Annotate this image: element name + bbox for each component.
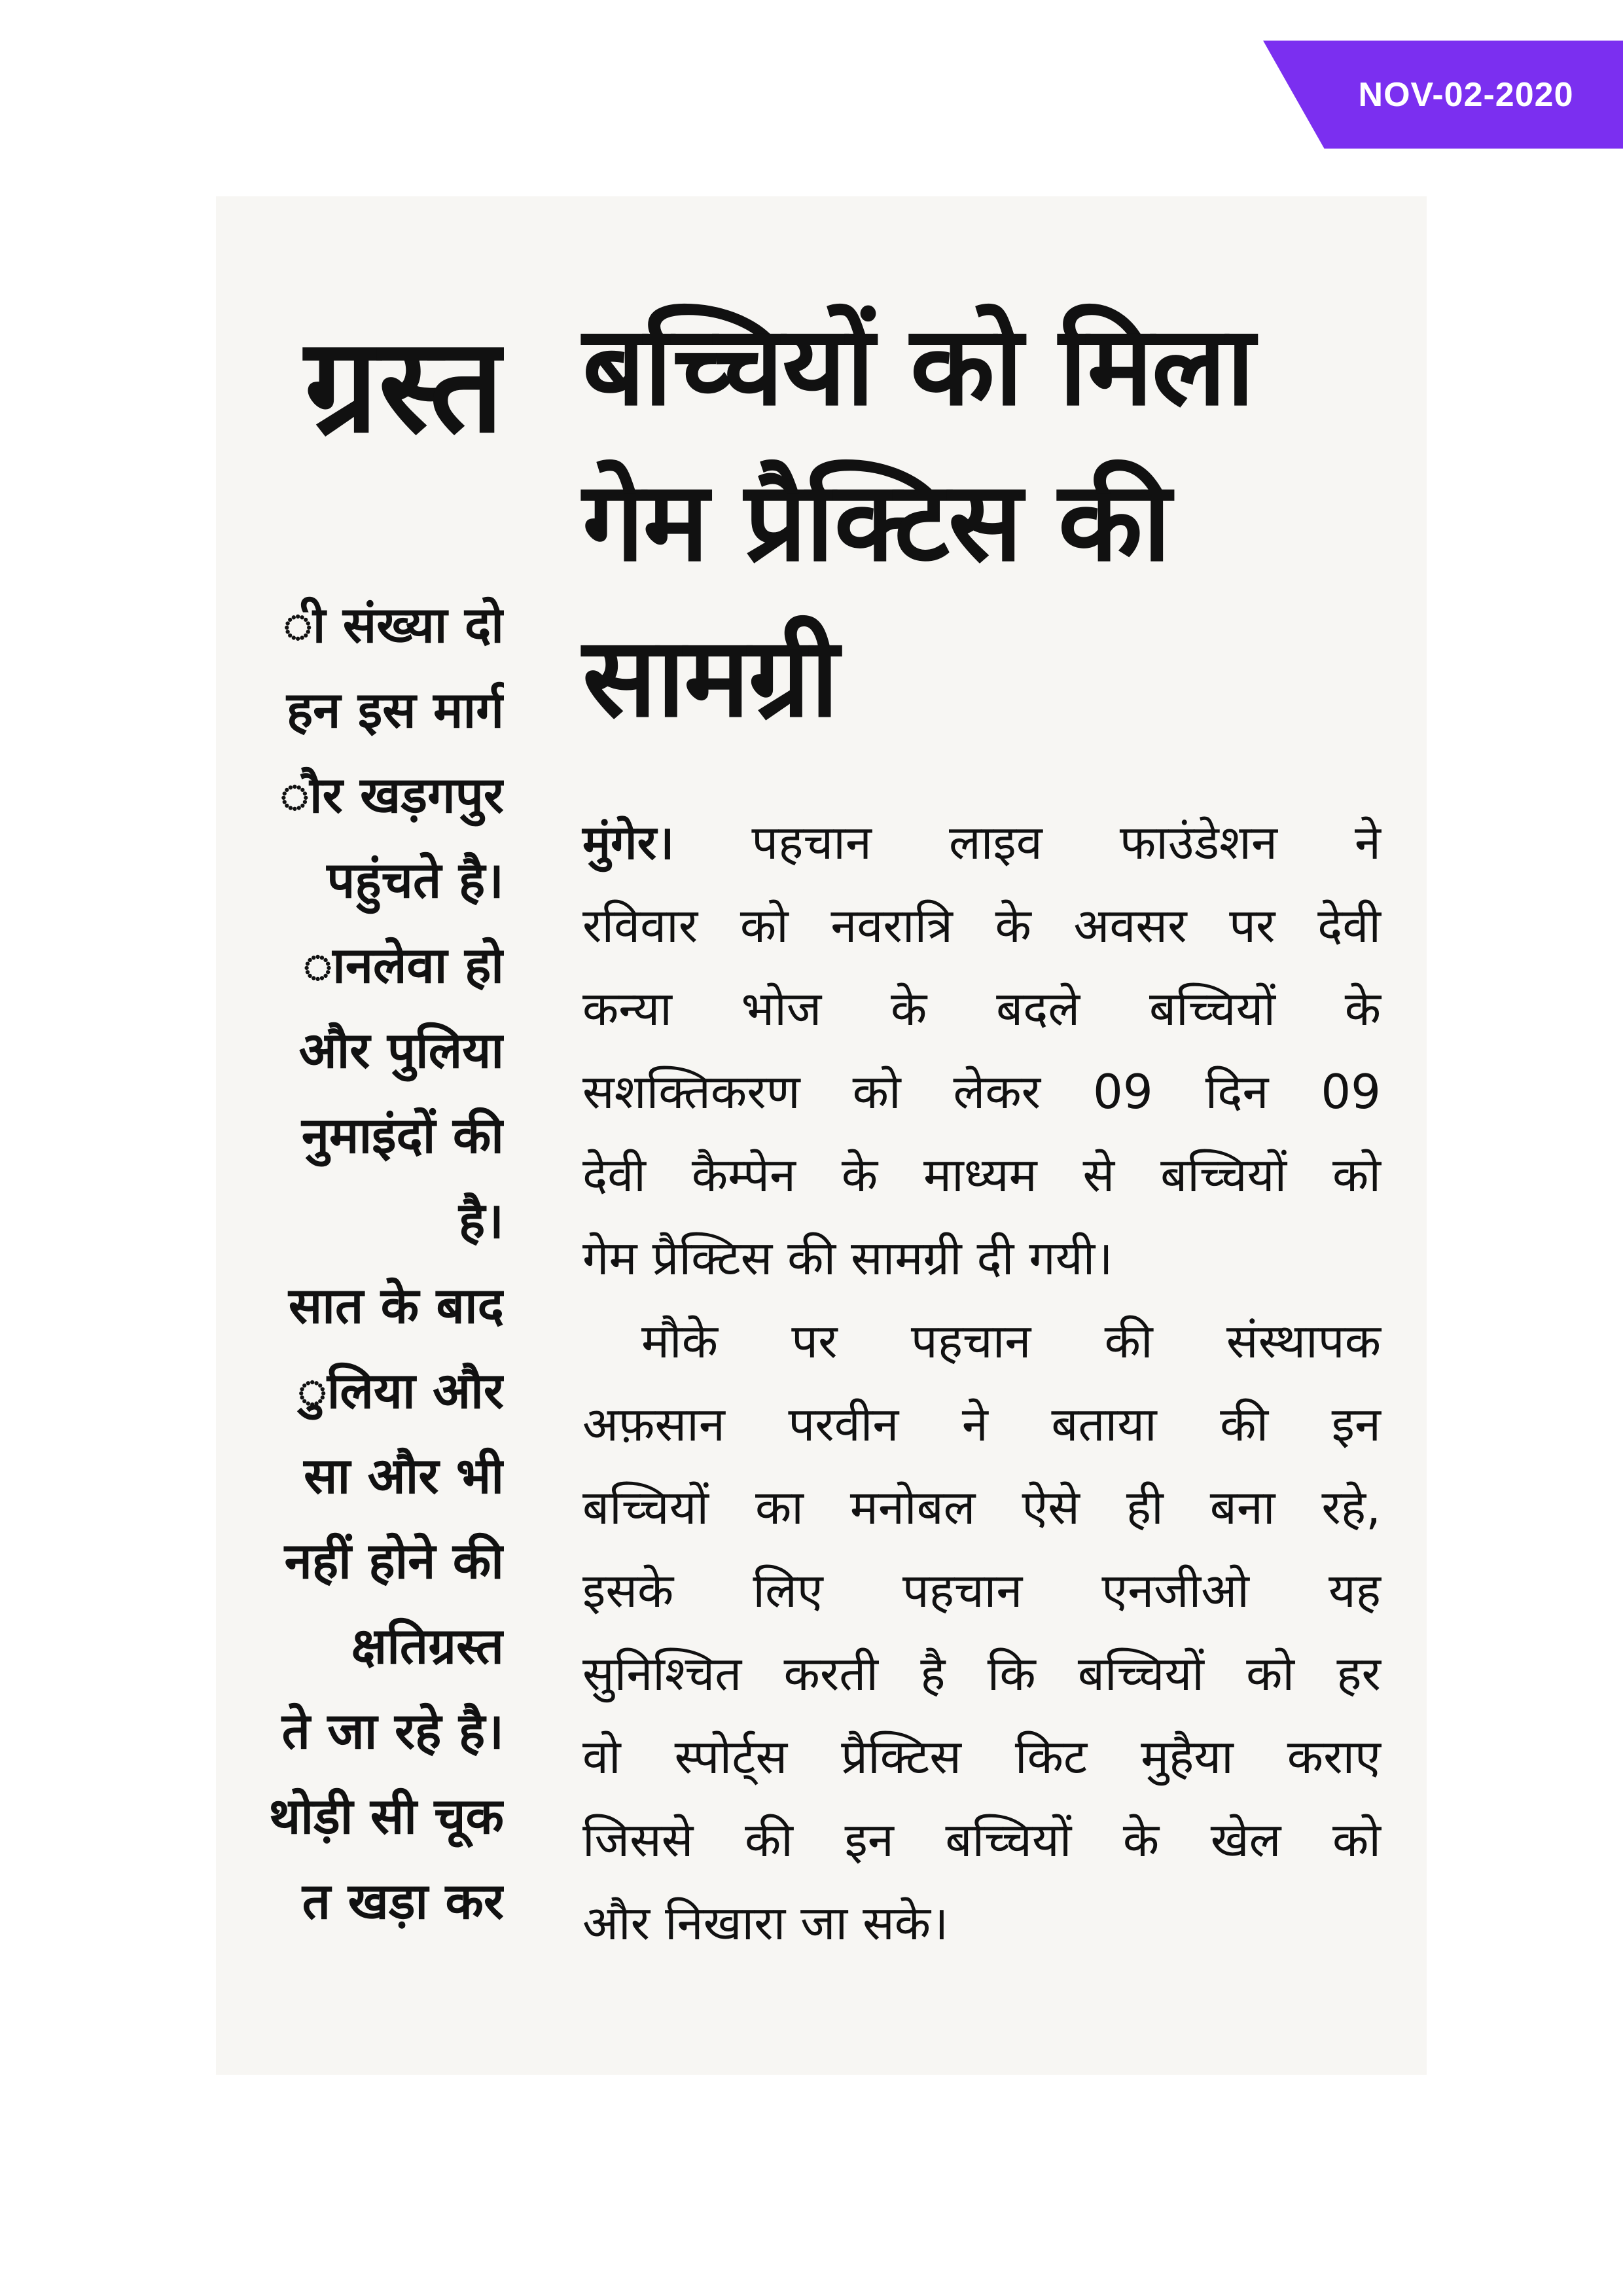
headline-line: गेम प्रैक्टिस की — [582, 457, 1170, 586]
body-line: वो स्पोर्ट्स प्रैक्टिस किट मुहैया कराए — [582, 1729, 1381, 1784]
body-line-first — [582, 801, 1381, 884]
main-article — [582, 288, 1400, 1965]
adjacent-line: हन इस मार्ग — [286, 681, 504, 739]
adjacent-line: सा और भी — [304, 1446, 504, 1505]
adjacent-line: ानलेवा हो — [303, 936, 504, 994]
body-line: इसके लिए पहचान एनजीओ यह — [582, 1563, 1381, 1618]
body-line: सुनिश्चित करती है कि बच्चियों को हर — [582, 1646, 1381, 1701]
adjacent-line: पहुंचते है। — [327, 851, 504, 909]
article-body — [582, 801, 1381, 1965]
article-headline — [582, 288, 1400, 755]
headline-line: सामग्री — [582, 613, 838, 742]
body-line: अफ़सान परवीन ने बताया की इन — [582, 1397, 1381, 1452]
adjacent-line: नुमाइंदों की — [301, 1106, 504, 1164]
adjacent-headline-fragment: ग्रस्त — [304, 310, 504, 462]
adjacent-line: ुलिया और — [297, 1361, 504, 1420]
headline-line: बच्चियों को मिला — [582, 302, 1254, 430]
body-line: और निखारा जा सके। — [582, 1895, 949, 1950]
adjacent-line: है। — [458, 1191, 504, 1249]
adjacent-article-fragment — [229, 196, 504, 2075]
body-line: कन्या भोज के बदले बच्चियों के — [582, 981, 1381, 1036]
adjacent-line: थोड़ी सी चूक — [268, 1787, 504, 1845]
adjacent-body-fragment — [229, 583, 504, 1944]
newspaper-clipping — [216, 196, 1427, 2075]
body-line: देवी कैम्पेन के माध्यम से बच्चियों को — [582, 1147, 1381, 1202]
adjacent-line: त खड़ा कर — [302, 1872, 504, 1930]
body-line-text: पहचान लाइव फाउंडेशन ने — [674, 815, 1381, 870]
body-line: सशक्तिकरण को लेकर 09 दिन 09 — [582, 1064, 1381, 1119]
date-badge: NOV-02-2020 — [1358, 76, 1574, 114]
body-line: मौके पर पहचान की संस्थापक — [641, 1314, 1381, 1369]
dateline: मुंगेर। — [582, 815, 675, 870]
adjacent-line: नहीं होने की — [284, 1532, 504, 1590]
adjacent-line: ते जा रहे है। — [281, 1702, 504, 1760]
body-line: रविवार को नवरात्रि के अवसर पर देवी — [582, 898, 1381, 953]
adjacent-line: और पुलिया — [298, 1021, 504, 1079]
adjacent-line: सात के बाद — [288, 1276, 504, 1335]
adjacent-line: ौर खड़गपुर — [279, 766, 504, 824]
body-line: बच्चियों का मनोबल ऐसे ही बना रहे, — [582, 1480, 1381, 1535]
adjacent-line: ी संख्या दो — [283, 596, 504, 654]
body-line: गेम प्रैक्टिस की सामग्री दी गयी। — [582, 1230, 1113, 1285]
body-line: जिससे की इन बच्चियों के खेल को — [582, 1812, 1381, 1867]
adjacent-line: क्षतिग्रस्त — [351, 1617, 504, 1675]
